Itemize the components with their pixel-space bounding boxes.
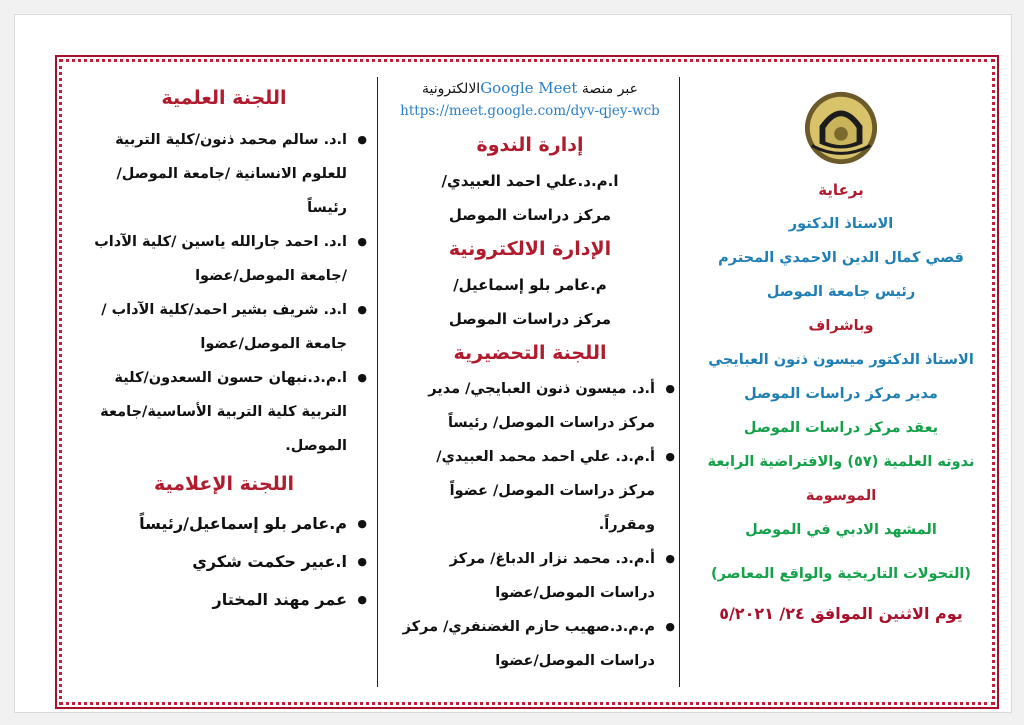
list-item: ● ا.م.د.نبهان حسون السعدون/كلية التربية كلية التربية الأساسية/جامعة الموصل. <box>89 361 369 463</box>
list-item: ● أ.م.د. علي احمد محمد العبيدي/ مركز دراسات الموصل/ عضواً ومقرراً. <box>399 440 677 542</box>
list-item: ● أ.م.د. محمد نزار الدباغ/ مركز دراسات الموصل/عضوا <box>399 542 677 610</box>
professor-title: الاستاذ الدكتور <box>788 216 894 232</box>
meet-link[interactable]: https://meet.google.com/dyv-qjey-wcb <box>400 103 660 119</box>
platform-prefix: عبر منصة <box>581 81 639 97</box>
list-item: ● ا.د. سالم محمد ذنون/كلية التربية للعلوم الانسانية /جامعة الموصل/ رئيساً <box>89 123 369 225</box>
president-role: رئيس جامعة الموصل <box>766 284 916 300</box>
list-item: ● ا.د. احمد جارالله ياسين /كلية الآداب /جامعة الموصل/عضوا <box>89 225 369 293</box>
supervision-label: وباشراف <box>808 318 874 334</box>
electronic-admin-name: م.عامر بلو إسماعيل/ <box>453 276 607 294</box>
seminar-line: ندوته العلمية (٥٧) والافتراضية الرابعة <box>707 454 975 470</box>
preparatory-heading: اللجنة التحضيرية <box>453 342 607 364</box>
decorative-border <box>55 55 999 709</box>
organizer-line: يعقد مركز دراسات الموصل <box>743 420 939 436</box>
director-role: مدير مركز دراسات الموصل <box>744 386 938 402</box>
seminar-admin-heading: إدارة الندوة <box>476 134 584 156</box>
scientific-list <box>71 123 377 463</box>
platform-suffix: الالكترونية <box>421 81 481 97</box>
media-heading: اللجنة الإعلامية <box>153 473 295 495</box>
president-name: قصي كمال الدين الاحمدي المحترم <box>718 250 964 266</box>
list-item: ● م.م.د.صهيب حازم الغضنفري/ مركز دراسات الموصل/عضوا <box>399 610 677 678</box>
committees-column <box>71 71 377 689</box>
seminar-admin-center: مركز دراسات الموصل <box>448 206 612 224</box>
university-emblem-icon <box>802 89 880 167</box>
electronic-admin-center: مركز دراسات الموصل <box>448 310 612 328</box>
list-item: ● أ.د. ميسون ذنون العبايجي/ مدير مركز دراسات الموصل/ رئيساً <box>399 372 677 440</box>
list-item: ● ا.د. شريف بشير احمد/كلية الآداب /جامعة الموصل/عضوا <box>89 293 369 361</box>
topic-title: المشهد الادبي في الموصل <box>745 522 937 538</box>
list-item: ● عمر مهند المختار <box>89 581 369 619</box>
seminar-admin-name: ا.م.د.علي احمد العبيدي/ <box>441 172 619 190</box>
scientific-heading: اللجنة العلمية <box>161 87 287 109</box>
under-patronage: برعاية <box>818 181 864 199</box>
seminar-date: يوم الاثنين الموافق ٢٤/ ٥/٢٠٢١ <box>719 604 963 623</box>
preparatory-list <box>379 372 681 678</box>
platform-brand: Google Meet <box>480 79 578 97</box>
titled-label: الموسومة <box>805 488 877 504</box>
media-list <box>71 505 377 619</box>
electronic-admin-heading: الإدارة الالكترونية <box>448 238 612 260</box>
director-line: الاستاذ الدكتور ميسون ذنون العبايجي <box>708 352 974 368</box>
topic-subtitle: (التحولات التاريخية والواقع المعاصر) <box>710 566 972 582</box>
patronage-column <box>683 71 999 689</box>
platform-line <box>379 77 681 100</box>
document-page <box>14 14 1012 713</box>
administration-column <box>379 71 681 689</box>
list-item: ● م.عامر بلو إسماعيل/رئيساً <box>89 505 369 543</box>
column-divider-left <box>377 77 378 687</box>
list-item: ● ا.عبير حكمت شكري <box>89 543 369 581</box>
